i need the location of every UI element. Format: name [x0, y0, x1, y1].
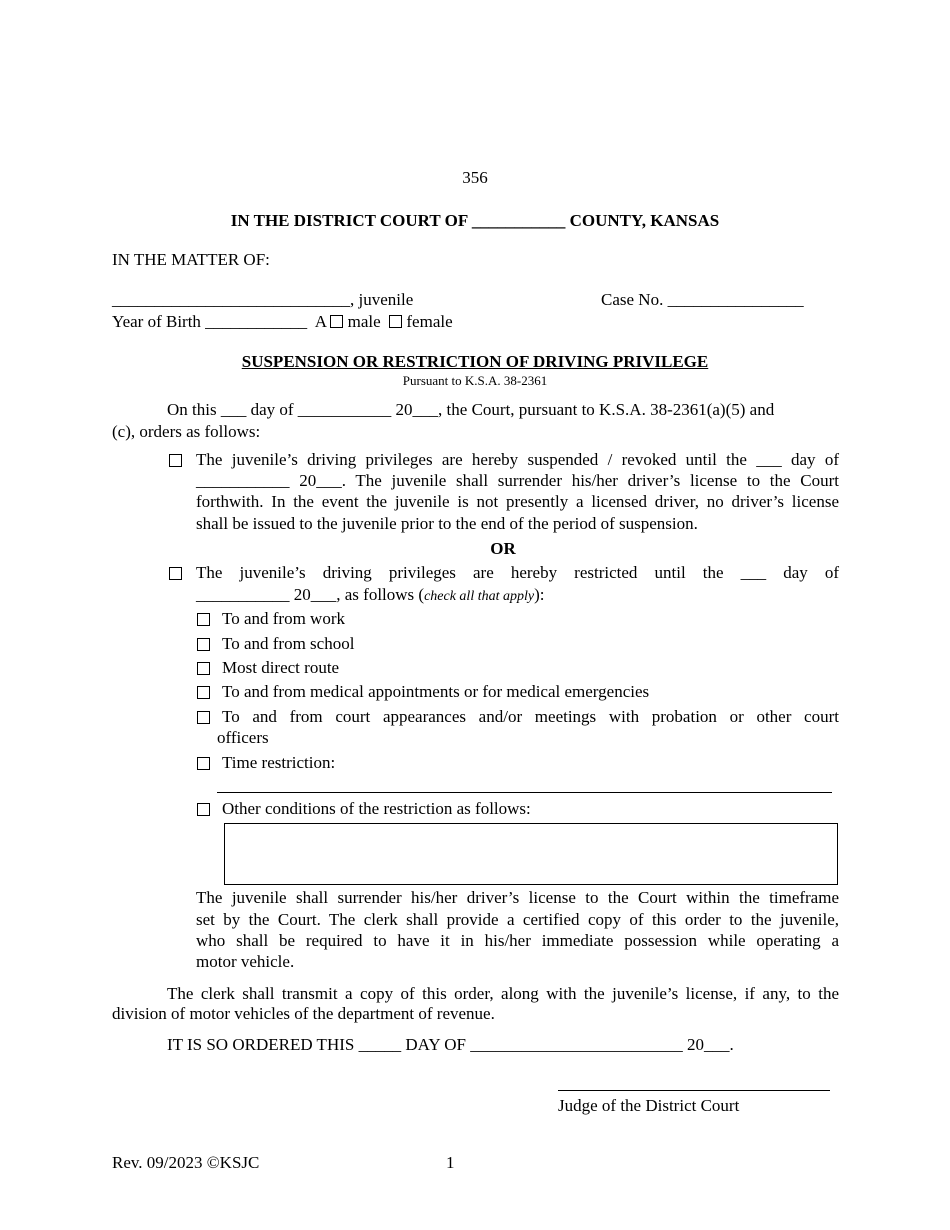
court-label-line-1: To and from court appearances and/or meetings with probation or other court	[222, 707, 839, 726]
restriction-line-2-prefix: ___________ 20___, as follows (	[196, 585, 425, 604]
medical-label: To and from medical appointments or for medical emergencies	[222, 682, 650, 701]
restriction-line-2-suffix: ):	[534, 585, 545, 604]
sex-label: A	[314, 312, 327, 331]
school-checkbox[interactable]	[197, 638, 210, 651]
clerk-line-1: The clerk shall transmit a copy of this order, along with the juvenile’s license, if any, to the	[167, 984, 839, 1003]
surrender-line-3: who shall be required to have it in his/her immediate possession while operating a	[196, 931, 839, 950]
surrender-line-1: The juvenile shall surrender his/her driver’s license to the Court within the timeframe	[196, 888, 839, 907]
surrender-line-2: set by the Court. The clerk shall provide a certified copy of this order to the juvenile,	[196, 910, 839, 929]
medical-checkbox[interactable]	[197, 686, 210, 699]
other-conditions-box[interactable]	[224, 823, 838, 885]
other-checkbox[interactable]	[197, 803, 210, 816]
route-checkbox[interactable]	[197, 662, 210, 675]
surrender-line-4: motor vehicle.	[196, 952, 295, 971]
time-checkbox[interactable]	[197, 757, 210, 770]
suspension-checkbox[interactable]	[169, 454, 182, 467]
work-checkbox[interactable]	[197, 613, 210, 626]
female-label: female	[406, 312, 453, 331]
court-checkbox[interactable]	[197, 711, 210, 724]
court-heading: IN THE DISTRICT COURT OF ___________ COUNTY, KANSAS	[230, 211, 720, 230]
or-separator: OR	[490, 539, 516, 558]
judge-label: Judge of the District Court	[558, 1096, 740, 1115]
intro-line-1: On this ___ day of ___________ 20___, the Court, pursuant to K.S.A. 38-2361(a)(5) and	[167, 400, 775, 419]
school-label: To and from school	[222, 634, 355, 653]
restriction-line-2	[196, 585, 545, 607]
route-label: Most direct route	[222, 658, 340, 677]
footer-page-number: 1	[446, 1153, 455, 1172]
page-title: SUSPENSION OR RESTRICTION OF DRIVING PRIVILEGE	[241, 352, 709, 371]
footer-revision: Rev. 09/2023 ©KSJC	[112, 1153, 260, 1172]
case-number-field[interactable]: Case No. ________________	[601, 290, 804, 309]
suspension-line-1: The juvenile’s driving privileges are hereby suspended / revoked until the ___ day of	[196, 450, 839, 469]
judge-signature-line[interactable]	[558, 1090, 830, 1091]
restriction-checkbox[interactable]	[169, 567, 182, 580]
male-label: male	[347, 312, 381, 331]
time-label: Time restriction:	[222, 753, 336, 772]
court-label-line-2: officers	[217, 728, 269, 747]
female-checkbox[interactable]	[389, 315, 402, 328]
juvenile-name-line[interactable]: ____________________________, juvenile	[112, 290, 414, 309]
matter-label: IN THE MATTER OF:	[112, 250, 270, 269]
intro-line-2: (c), orders as follows:	[112, 422, 261, 441]
restriction-line-1: The juvenile’s driving privileges are hereby restricted until the ___ day of	[196, 563, 839, 582]
male-checkbox[interactable]	[330, 315, 343, 328]
check-all-note: check all that apply	[424, 589, 535, 604]
time-restriction-line[interactable]	[217, 792, 832, 793]
page-subtitle: Pursuant to K.S.A. 38-2361	[402, 373, 548, 388]
other-label: Other conditions of the restriction as follows:	[222, 799, 531, 818]
year-of-birth-field[interactable]: Year of Birth ____________	[112, 312, 308, 331]
suspension-line-4: shall be issued to the juvenile prior to the end of the period of suspension.	[196, 514, 698, 533]
suspension-line-3: forthwith. In the event the juvenile is not presently a licensed driver, no driver’s license	[196, 492, 839, 511]
clerk-line-2: division of motor vehicles of the department of revenue.	[112, 1004, 495, 1023]
sex-row	[112, 312, 453, 332]
so-ordered-line[interactable]: IT IS SO ORDERED THIS _____ DAY OF _________________________ 20___.	[167, 1035, 734, 1054]
suspension-line-2: ___________ 20___. The juvenile shall surrender his/her driver’s license to the Court	[196, 471, 839, 490]
work-label: To and from work	[222, 609, 345, 628]
form-number: 356	[462, 168, 488, 187]
